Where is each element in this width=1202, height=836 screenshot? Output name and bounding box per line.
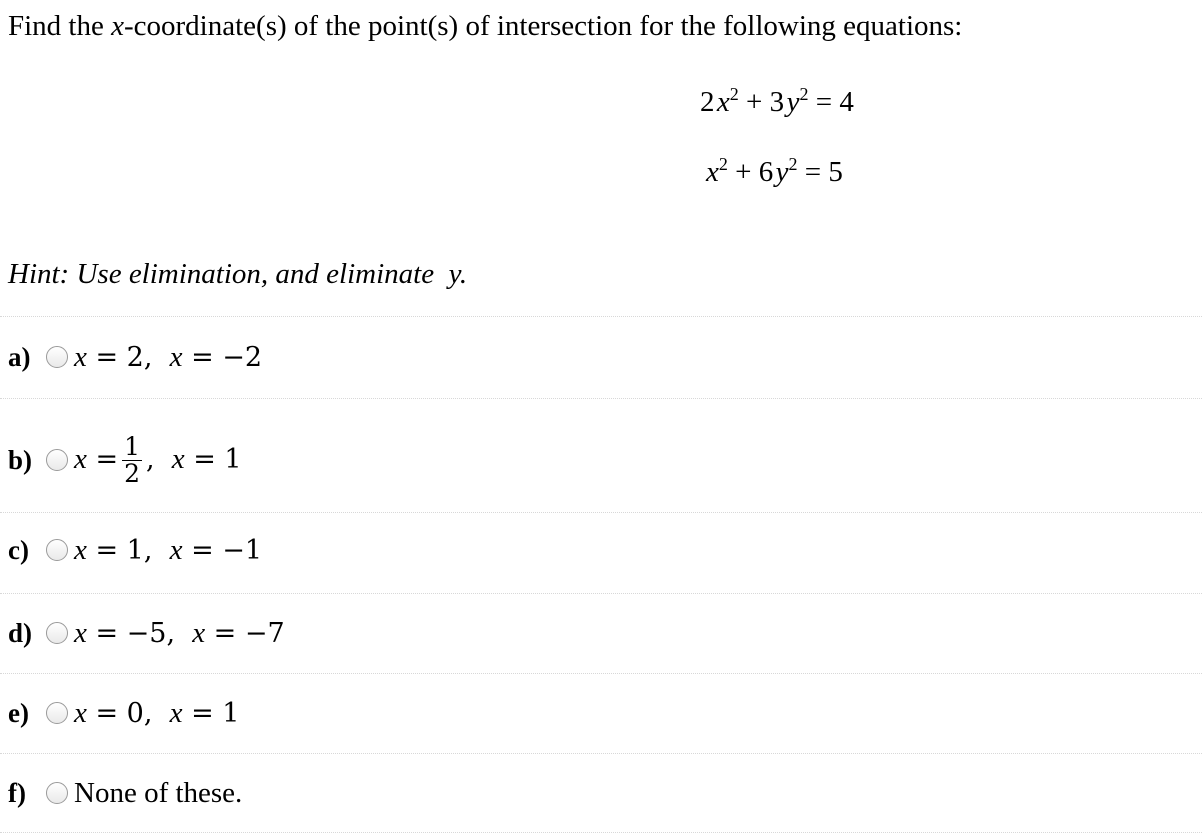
hint-variable: y (448, 258, 460, 290)
fraction-numerator: 1 (124, 431, 140, 461)
choice-answer: None of these. (74, 776, 243, 809)
eq1-exp-2: 2 (799, 84, 809, 104)
eq2-var-x: x (706, 156, 719, 188)
eq1-rhs: 4 (839, 86, 854, 118)
choice-letter: e) (8, 697, 29, 728)
choice-a[interactable] (8, 332, 262, 382)
answer-value-1: = −5, (86, 617, 176, 649)
choice-answer (74, 534, 262, 567)
equation-2 (706, 156, 843, 189)
answer-value-2: = −1 (182, 534, 263, 566)
divider (0, 593, 1202, 594)
answer-var: x (74, 533, 87, 566)
divider (0, 673, 1202, 674)
choice-e[interactable] (8, 688, 239, 738)
radio-button[interactable] (46, 449, 68, 471)
answer-value-2: = −2 (182, 341, 263, 373)
divider (0, 832, 1202, 833)
divider (0, 316, 1202, 317)
answer-var: x (74, 616, 87, 649)
answer-var: x (169, 696, 183, 729)
eq1-plus: + (738, 86, 770, 118)
answer-var: x (169, 340, 183, 373)
question-prefix: Find the (8, 10, 112, 42)
choice-letter: d) (8, 617, 33, 648)
answer-var: x (192, 616, 206, 649)
eq2-equals: = (797, 156, 829, 188)
eq2-coef-2: 6 (758, 156, 774, 188)
question-text (8, 10, 962, 43)
answer-var: x (74, 340, 87, 373)
answer-value-1: = 0, (86, 697, 153, 729)
answer-var: x (74, 442, 87, 475)
choice-f[interactable] (8, 768, 242, 818)
hint-text (8, 258, 467, 291)
eq1-equals: = (808, 86, 840, 118)
choice-answer (74, 431, 242, 488)
choice-answer (74, 697, 239, 730)
divider (0, 753, 1202, 754)
divider (0, 398, 1202, 399)
question-variable: x (111, 10, 124, 42)
eq2-rhs: 5 (828, 156, 843, 188)
radio-button[interactable] (46, 782, 68, 804)
choice-letter: f) (8, 777, 26, 808)
choice-answer (74, 341, 262, 374)
divider (0, 512, 1202, 513)
answer-value-1: = 2, (86, 341, 153, 373)
choice-answer (74, 617, 285, 650)
question-suffix: -coordinate(s) of the point(s) of intersection for the following equations: (124, 10, 963, 42)
answer-var: x (171, 442, 185, 475)
radio-button[interactable] (46, 539, 68, 561)
eq2-var-y: y (775, 156, 789, 188)
eq1-exp-1: 2 (729, 84, 739, 104)
radio-button[interactable] (46, 622, 68, 644)
eq1-var-y: y (786, 86, 800, 118)
radio-button[interactable] (46, 702, 68, 724)
choice-d[interactable] (8, 608, 285, 658)
eq2-exp-2: 2 (788, 154, 798, 174)
answer-comma: , (146, 443, 155, 475)
eq2-exp-1: 2 (718, 154, 728, 174)
choice-b[interactable] (8, 428, 242, 492)
choice-letter: c) (8, 534, 29, 565)
eq1-coef-2: 3 (769, 86, 785, 118)
answer-value-2: = 1 (182, 697, 240, 729)
hint-body: Hint: Use elimination, and eliminate (8, 258, 435, 290)
choice-letter: b) (8, 444, 33, 475)
eq1-var-x: x (716, 86, 730, 118)
equation-1 (700, 86, 854, 119)
answer-value-2: = 1 (184, 443, 242, 475)
answer-value-2: = −7 (205, 617, 285, 649)
fraction-denominator: 2 (124, 458, 140, 488)
eq2-plus: + (727, 156, 759, 188)
choice-letter: a) (8, 341, 31, 372)
choice-c[interactable] (8, 525, 262, 575)
answer-equals: = (86, 443, 119, 475)
answer-value-1: = 1, (86, 534, 153, 566)
eq1-coef-1: 2 (700, 86, 715, 118)
radio-button[interactable] (46, 346, 68, 368)
answer-var: x (74, 696, 87, 729)
fraction (122, 431, 142, 488)
hint-period: . (459, 258, 468, 290)
answer-var: x (169, 533, 183, 566)
